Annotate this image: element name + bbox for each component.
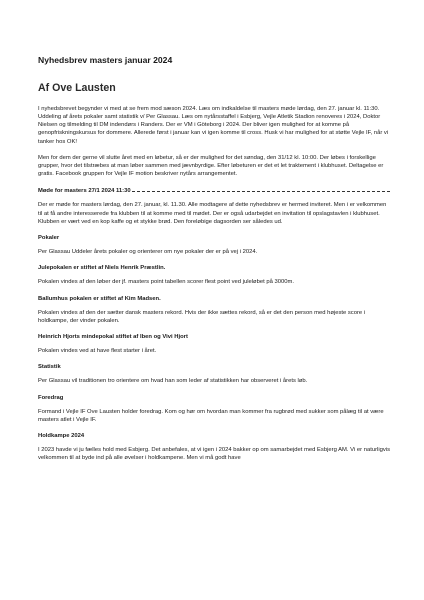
author-heading: Af Ove Lausten bbox=[38, 82, 116, 94]
dashed-rule bbox=[132, 186, 390, 192]
document-title: Nyhedsbrev masters januar 2024 bbox=[38, 55, 173, 65]
meeting-heading-text: Møde for masters 27/1 2024 11:30 bbox=[38, 188, 131, 195]
foredrag-paragraph: Formand i Vejle IF Ove Lausten holder foredrag. Kom og hør om hvordan man kommer fra rugbrød med sukker som pålæg til at være masters atlet i Vejle IF. bbox=[38, 408, 384, 423]
ballumhus-heading: Ballumhus pokalen er stiftet af Kim Madsen. bbox=[38, 295, 161, 302]
heinrich-paragraph: Pokalen vindes ved at have flest starter i året. bbox=[38, 348, 157, 355]
meeting-heading bbox=[38, 186, 390, 195]
intro-paragraph-2: Men for dem der gerne vil slutte året med en løbetur, så er der mulighed for det søndag, den 31/12 kl. 10:00. Der løbes i forskellige grupper, hvor det tilstræbes at man løber sammen med jævnbyrdige. Efter løbeturen er det et let traktement i klubhuset. Deltagelse er gratis. Facebook gruppen for Vejle IF motion beskriver nytårs arrangementet. bbox=[38, 154, 384, 178]
holdkampe-heading: Holdkampe 2024 bbox=[38, 433, 85, 440]
ballumhus-paragraph: Pokalen vindes af den der sætter dansk masters rekord. Hvis der ikke sættes rekord, så er det den person med højeste score i holdkampe, der vinder pokalen. bbox=[38, 309, 366, 324]
meeting-paragraph: Der er møde for masters lørdag, den 27. januar, kl. 11.30. Alle modtagere af dette nyhedsbrev er hermed inviteret. Men i er velkommen til at få andre interesserede fra klubben til at komme med til mødet. Der er også udarbejdet en invitation til opslagstavlen i klubhuset. Klubben er vært ved en kop kaffe og et stykke brød. Den foreløbige dagsorden ser således ud. bbox=[38, 202, 387, 225]
julepokal-paragraph: Pokalen vindes af den løber der jf. masters point tabellen scorer flest point ved juleløbet på 3000m. bbox=[38, 279, 294, 286]
heinrich-heading: Heinrich Hjorts mindepokal stiftet af Iben og Vivi Hjort bbox=[38, 333, 188, 340]
pokaler-paragraph: Per Glassau Uddeler årets pokaler og orienterer om nye pokaler der er på vej i 2024. bbox=[38, 249, 258, 256]
foredrag-heading: Foredrag bbox=[38, 394, 64, 401]
document-body bbox=[38, 55, 390, 471]
holdkampe-paragraph: I 2023 havde vi ju fælles hold med Esbjerg. Det anbefales, at vi igen i 2024 bakker op om samarbejdet med Esbjerg AM. Vi er naturligvis velkommen til at byde ind på alle øvelser i holdkampene. Men vi må godt have bbox=[38, 447, 391, 462]
statistik-heading: Statistik bbox=[38, 364, 61, 371]
julepokal-heading: Julepokalen er stiftet af Niels Henrik Præstlin. bbox=[38, 265, 166, 272]
statistik-paragraph: Per Glassau vil traditionen tro orientere om hvad han som leder af statistikken har observeret i årets løb. bbox=[38, 378, 308, 385]
pokaler-heading: Pokaler bbox=[38, 234, 60, 241]
intro-paragraph-1: I nyhedsbrevet begynder vi med at se frem mod sæson 2024. Læs om indkaldelse til masters møde lørdag, den 27. januar kl. 11:30. Uddeling af årets pokaler samt statistik v/ Per Glassau. Læs om nytårsstaffel i Esbjerg, Vejle Atletik Stadion renoveres i 2024, Doktor Nielsen og tilmelding til DM indendørs i Randers. Der er VM i Göteborg i 2024. Der bliver igen mulighed for at komme på genopfriskningskursus for dommere. Allerede først i januar kan vi igen komme til cross. Husk vi har mulighed for at støtte Vejle IF, når vi tanker hos OK! bbox=[38, 106, 389, 145]
